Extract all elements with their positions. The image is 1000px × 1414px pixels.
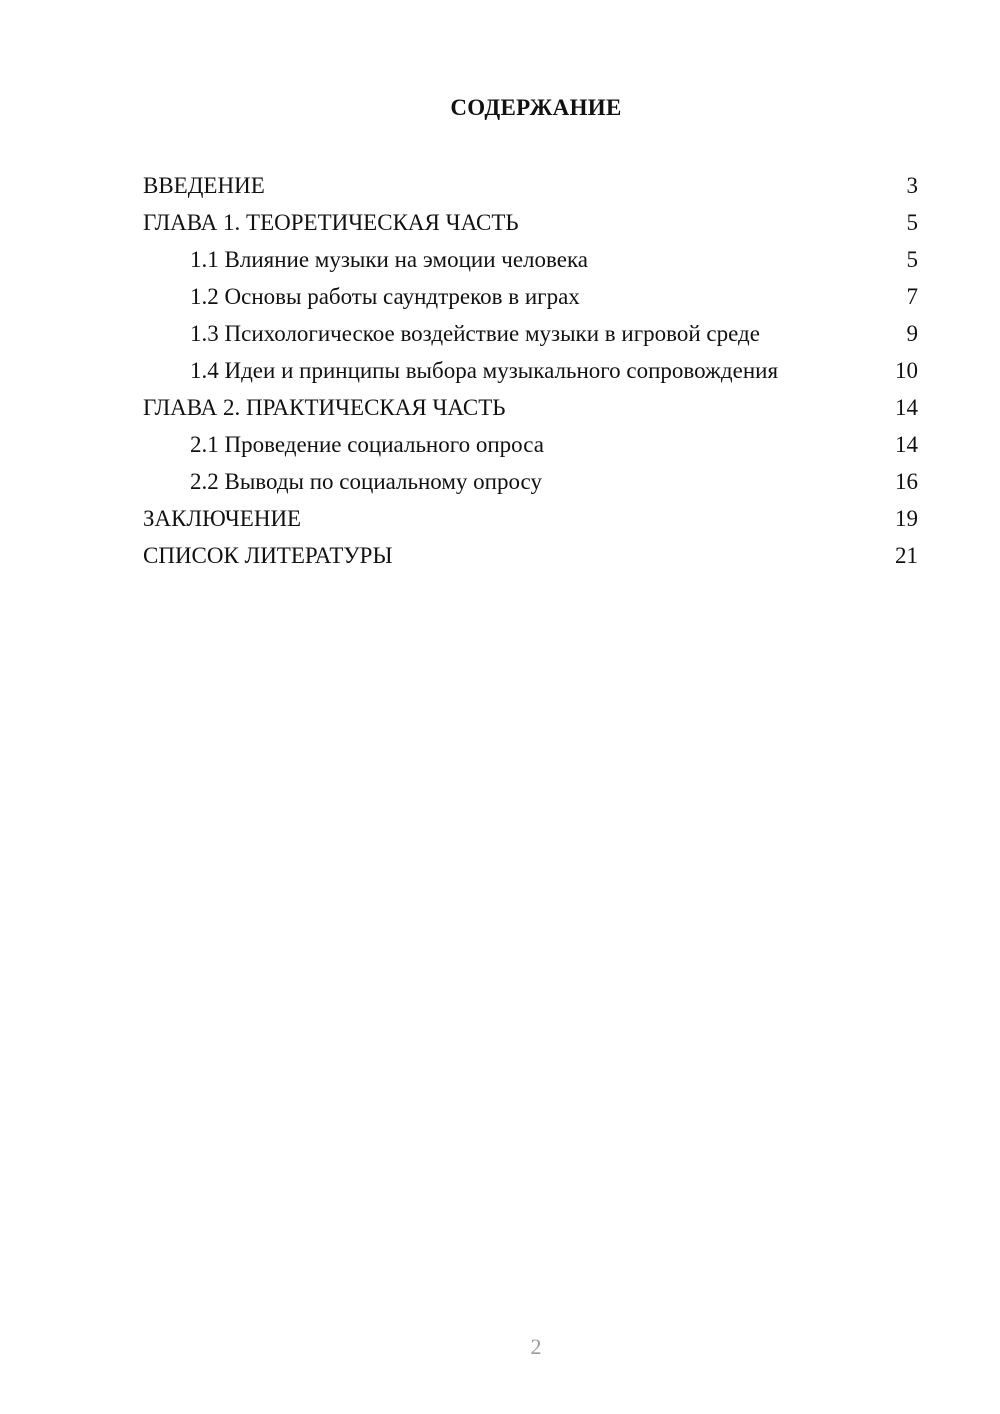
toc-entry-section-1-2[interactable] [143,279,918,316]
toc-entry-chapter-2[interactable] [143,390,918,427]
toc-entry-page: 16 [895,469,918,494]
toc-entry-page: 5 [906,210,918,235]
toc-entry-label: ВВЕДЕНИЕ [143,173,265,198]
toc-entry-label: 1.1 Влияние музыки на эмоции человека [190,247,588,272]
page-number: 2 [530,1334,542,1359]
toc-entry-chapter-1[interactable] [143,205,918,242]
toc-entry-label: ГЛАВА 1. ТЕОРЕТИЧЕСКАЯ ЧАСТЬ [143,210,519,235]
toc-entry-page: 21 [895,543,918,568]
toc-entry-label: ЗАКЛЮЧЕНИЕ [143,506,302,531]
toc-entry-page: 19 [895,506,918,531]
table-of-contents [143,168,918,575]
toc-entry-section-1-1[interactable] [143,242,918,279]
toc-entry-section-1-4[interactable] [143,353,918,390]
toc-entry-introduction[interactable] [143,168,918,205]
toc-entry-label: 1.2 Основы работы саундтреков в играх [190,284,580,309]
toc-entry-page: 3 [906,173,918,198]
toc-entry-conclusion[interactable] [143,501,918,538]
toc-entry-page: 7 [906,284,918,309]
toc-entry-label: 1.3 Психологическое воздействие музыки в игровой среде [190,321,760,346]
toc-entry-section-2-2[interactable] [143,464,918,501]
toc-entry-label: 2.2 Выводы по социальному опросу [190,469,542,494]
toc-entry-page: 9 [906,321,918,346]
toc-entry-label: 1.4 Идеи и принципы выбора музыкального сопровождения [190,358,779,383]
toc-entry-label: ГЛАВА 2. ПРАКТИЧЕСКАЯ ЧАСТЬ [143,395,506,420]
toc-entry-page: 14 [895,432,918,457]
page-title: СОДЕРЖАНИЕ [450,95,622,120]
toc-entry-page: 10 [895,358,918,383]
toc-entry-page: 5 [906,247,918,272]
toc-entry-references[interactable] [143,538,918,575]
toc-entry-section-2-1[interactable] [143,427,918,464]
toc-entry-label: СПИСОК ЛИТЕРАТУРЫ [143,543,393,568]
toc-entry-section-1-3[interactable] [143,316,918,353]
toc-entry-label: 2.1 Проведение социального опроса [190,432,544,457]
toc-entry-page: 14 [895,395,918,420]
